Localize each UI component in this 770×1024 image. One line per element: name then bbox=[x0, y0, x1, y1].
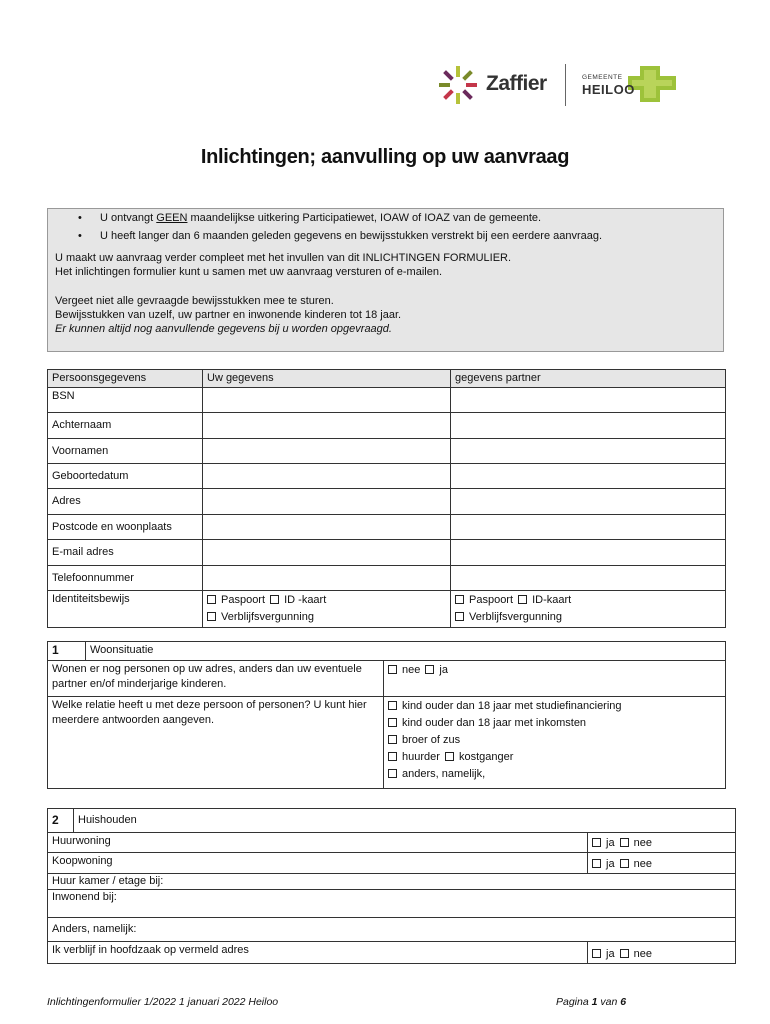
intro-paragraph-1 bbox=[55, 251, 511, 279]
koopwoning-options bbox=[588, 853, 736, 874]
heiloo-gemeente-text: GEMEENTE bbox=[582, 74, 623, 81]
huur-kamer-field[interactable]: Huur kamer / etage bij: bbox=[48, 874, 736, 890]
nee-label: nee bbox=[633, 858, 652, 870]
page-num: 1 bbox=[591, 996, 598, 1008]
q1-options bbox=[384, 661, 726, 697]
koopwoning-label: Koopwoning bbox=[48, 853, 588, 874]
section-header-row bbox=[48, 642, 726, 661]
intro-bullet: • U heeft langer dan 6 maanden geleden gegevens en bewijsstukken verstrekt bij een eerdere aanvraag. bbox=[78, 229, 602, 247]
table-header-row bbox=[48, 370, 726, 388]
col-header: gegevens partner bbox=[451, 370, 726, 388]
col-header: Persoonsgegevens bbox=[48, 370, 203, 388]
huurwoning-ja-checkbox[interactable] bbox=[592, 838, 601, 847]
heiloo-name-text: HEILOO bbox=[582, 82, 635, 97]
row-label-identiteitsbewijs: Identiteitsbewijs bbox=[48, 591, 203, 628]
page-pre: Pagina bbox=[556, 996, 592, 1008]
intro-p1-line1: U maakt uw aanvraag verder compleet met het invullen van dit INLICHTINGEN FORMULIER. bbox=[55, 252, 512, 264]
relatie-broer-zus-checkbox[interactable] bbox=[388, 735, 397, 744]
option-label: anders, namelijk, bbox=[402, 768, 486, 780]
col-header: Uw gegevens bbox=[203, 370, 451, 388]
q2-options bbox=[384, 697, 726, 789]
page-total: 6 bbox=[620, 996, 627, 1008]
paspoort-label: Paspoort bbox=[469, 594, 514, 606]
option-label: huurder bbox=[402, 751, 440, 763]
verblijf-options bbox=[588, 942, 736, 964]
verblijf-user-checkbox[interactable] bbox=[207, 612, 216, 621]
page-title: Inlichtingen; aanvulling op uw aanvraag bbox=[200, 146, 570, 168]
achternaam-partner-field[interactable] bbox=[451, 413, 726, 439]
verblijf-nee-checkbox[interactable] bbox=[620, 949, 629, 958]
table-row bbox=[48, 697, 726, 789]
nee-label: nee bbox=[402, 664, 421, 676]
row-label-voornamen: Voornamen bbox=[48, 439, 203, 464]
table-row bbox=[48, 874, 736, 890]
bullet1-geen: GEEN bbox=[156, 212, 188, 224]
intro-bullets bbox=[78, 211, 602, 247]
question-relatie: Welke relatie heeft u met deze persoon of personen? U kunt hier meerdere antwoorden aangeven. bbox=[48, 697, 384, 789]
voornamen-user-field[interactable] bbox=[203, 439, 451, 464]
verblijf-partner-checkbox[interactable] bbox=[455, 612, 464, 621]
bullet1-pre: U ontvangt bbox=[100, 212, 157, 224]
table-row bbox=[48, 515, 726, 540]
koopwoning-ja-checkbox[interactable] bbox=[592, 859, 601, 868]
idkaart-user-checkbox[interactable] bbox=[270, 595, 279, 604]
table-row bbox=[48, 439, 726, 464]
table-row bbox=[48, 661, 726, 697]
page-mid: van bbox=[597, 996, 621, 1008]
section-number: 1 bbox=[48, 642, 86, 661]
option-label: kind ouder dan 18 jaar met inkomsten bbox=[402, 717, 587, 729]
section-huishouden bbox=[47, 808, 736, 964]
intro-p2-line3: Er kunnen altijd nog aanvullende gegevens bij u worden opgevraagd. bbox=[55, 323, 392, 335]
id-user-options bbox=[203, 591, 451, 628]
postcode-user-field[interactable] bbox=[203, 515, 451, 540]
postcode-partner-field[interactable] bbox=[451, 515, 726, 540]
table-row bbox=[48, 489, 726, 515]
email-partner-field[interactable] bbox=[451, 540, 726, 566]
huurwoning-label: Huurwoning bbox=[48, 833, 588, 853]
table-row bbox=[48, 942, 736, 964]
bsn-user-field[interactable] bbox=[203, 388, 451, 413]
q1-nee-checkbox[interactable] bbox=[388, 665, 397, 674]
table-row bbox=[48, 464, 726, 489]
personal-data-table bbox=[47, 369, 726, 628]
verblijf-ja-checkbox[interactable] bbox=[592, 949, 601, 958]
idkaart-label: ID-kaart bbox=[532, 594, 572, 606]
table-row bbox=[48, 853, 736, 874]
bsn-partner-field[interactable] bbox=[451, 388, 726, 413]
verblijf-label: Ik verblijf in hoofdzaak op vermeld adres bbox=[48, 942, 588, 964]
zaffier-logo-text: Zaffier bbox=[486, 72, 547, 95]
nee-label: nee bbox=[633, 837, 652, 849]
q1-ja-checkbox[interactable] bbox=[425, 665, 434, 674]
id-partner-options bbox=[451, 591, 726, 628]
section-title: Woonsituatie bbox=[86, 642, 726, 661]
logo-divider bbox=[565, 64, 566, 106]
footer-page-number bbox=[556, 996, 626, 1008]
option-label: kostganger bbox=[458, 751, 514, 763]
relatie-huurder-checkbox[interactable] bbox=[388, 752, 397, 761]
section-number: 2 bbox=[48, 809, 74, 833]
nee-label: nee bbox=[633, 948, 652, 960]
footer-left: Inlichtingenformulier 1/2022 1 januari 2022 Heiloo bbox=[47, 996, 279, 1008]
idkaart-partner-checkbox[interactable] bbox=[518, 595, 527, 604]
bullet1-post: maandelijkse uitkering Participatiewet, IOAW of IOAZ van de gemeente. bbox=[187, 212, 542, 224]
relatie-anders-checkbox[interactable] bbox=[388, 769, 397, 778]
intro-box bbox=[47, 208, 724, 352]
intro-paragraph-2 bbox=[55, 294, 401, 336]
section-woonsituatie bbox=[47, 641, 726, 789]
achternaam-user-field[interactable] bbox=[203, 413, 451, 439]
adres-partner-field[interactable] bbox=[451, 489, 726, 515]
section-title: Huishouden bbox=[74, 809, 736, 833]
huurwoning-options bbox=[588, 833, 736, 853]
relatie-studiefinanciering-checkbox[interactable] bbox=[388, 701, 397, 710]
koopwoning-nee-checkbox[interactable] bbox=[620, 859, 629, 868]
idkaart-label: ID -kaart bbox=[284, 594, 327, 606]
zaffier-star-icon bbox=[436, 64, 482, 106]
relatie-inkomsten-checkbox[interactable] bbox=[388, 718, 397, 727]
intro-p2-line1: Vergeet niet alle gevraagde bewijsstukken mee te sturen. bbox=[55, 295, 334, 307]
table-row bbox=[48, 413, 726, 439]
row-label-email: E-mail adres bbox=[48, 540, 203, 566]
option-label: broer of zus bbox=[402, 734, 461, 746]
intro-p1-line2: Het inlichtingen formulier kunt u samen met uw aanvraag versturen of e-mailen. bbox=[55, 266, 443, 278]
relatie-kostganger-checkbox[interactable] bbox=[445, 752, 454, 761]
row-label-adres: Adres bbox=[48, 489, 203, 515]
anders-field[interactable]: Anders, namelijk: bbox=[48, 918, 736, 942]
question-inwonenden: Wonen er nog personen op uw adres, anders dan uw eventuele partner en/of minderjarige kinderen. bbox=[48, 661, 384, 697]
paspoort-partner-checkbox[interactable] bbox=[455, 595, 464, 604]
intro-bullet bbox=[78, 211, 602, 229]
row-label-telefoon: Telefoonnummer bbox=[48, 566, 203, 591]
paspoort-label: Paspoort bbox=[221, 594, 266, 606]
huurwoning-nee-checkbox[interactable] bbox=[620, 838, 629, 847]
ja-label: ja bbox=[439, 664, 448, 676]
ja-label: ja bbox=[606, 948, 615, 960]
email-user-field[interactable] bbox=[203, 540, 451, 566]
table-row bbox=[48, 566, 726, 591]
intro-p2-line2: Bewijsstukken van uzelf, uw partner en inwonende kinderen tot 18 jaar. bbox=[55, 309, 402, 321]
inwonend-field[interactable]: Inwonend bij: bbox=[48, 890, 736, 918]
row-label-achternaam: Achternaam bbox=[48, 413, 203, 439]
paspoort-user-checkbox[interactable] bbox=[207, 595, 216, 604]
telefoon-partner-field[interactable] bbox=[451, 566, 726, 591]
zaffier-logo bbox=[436, 64, 556, 106]
heiloo-logo bbox=[578, 62, 678, 108]
adres-user-field[interactable] bbox=[203, 489, 451, 515]
section-header-row bbox=[48, 809, 736, 833]
option-label: kind ouder dan 18 jaar met studiefinanciering bbox=[402, 700, 622, 712]
table-row bbox=[48, 890, 736, 918]
ja-label: ja bbox=[606, 837, 615, 849]
table-row bbox=[48, 388, 726, 413]
table-row bbox=[48, 540, 726, 566]
ja-label: ja bbox=[606, 858, 615, 870]
verblijf-label: Verblijfsvergunning bbox=[469, 611, 562, 623]
table-row bbox=[48, 591, 726, 628]
row-label-postcode: Postcode en woonplaats bbox=[48, 515, 203, 540]
telefoon-user-field[interactable] bbox=[203, 566, 451, 591]
verblijf-label: Verblijfsvergunning bbox=[221, 611, 314, 623]
geboortedatum-user-field[interactable] bbox=[203, 464, 451, 489]
row-label-bsn: BSN bbox=[48, 388, 203, 413]
voornamen-partner-field[interactable] bbox=[451, 439, 726, 464]
row-label-geboortedatum: Geboortedatum bbox=[48, 464, 203, 489]
geboortedatum-partner-field[interactable] bbox=[451, 464, 726, 489]
table-row bbox=[48, 918, 736, 942]
table-row bbox=[48, 833, 736, 853]
